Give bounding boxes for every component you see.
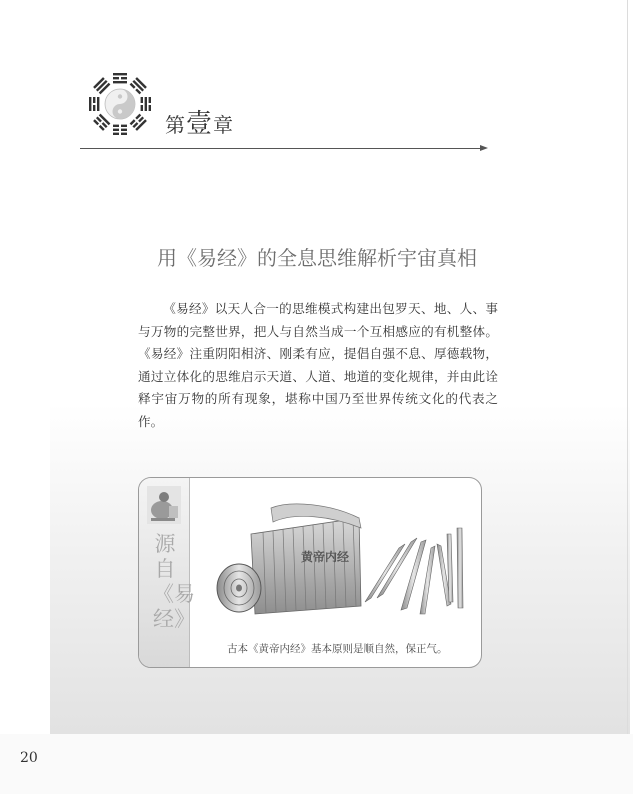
sidebar-box — [138, 477, 482, 668]
illustration-caption: 古本《黄帝内经》基本原则是顺自然，保正气。 — [227, 643, 448, 655]
rule-arrow-icon — [480, 145, 488, 151]
bamboo-slips-illustration — [211, 498, 473, 620]
chapter-rule — [80, 148, 480, 149]
page-edge-line — [627, 0, 628, 734]
scholar-thumbnail-icon — [147, 486, 181, 524]
sidebar-box-side — [139, 478, 195, 667]
chapter-title — [165, 103, 234, 140]
chapter-suffix: 章 — [213, 113, 235, 137]
slip-title-text: 黄帝内经 — [301, 550, 350, 564]
chapter-prefix: 第 — [165, 113, 186, 137]
chapter-number: 壹 — [186, 109, 214, 139]
section-title: 用《易经》的全息思维解析宇宙真相 — [157, 246, 477, 270]
page-number: 20 — [20, 750, 38, 766]
body-paragraph: 《易经》以天人合一的思维模式构建出包罗天、地、人、事与万物的完整世界，把人与自然当成一个互相感应的有机整体。《易经》注重阴阳相济、刚柔有应，提倡自强不息、厚德载物，通过立体化的思维启示天道、人道、地道的变化规律，并由此诠释宇宙万物的所有现象，堪称中国乃至世界传统文化的代表之作。 — [138, 301, 498, 429]
sidebar-box-label: 源自《易经》 — [153, 532, 195, 631]
bagua-yinyang-icon — [84, 68, 156, 140]
page-bottom-margin — [0, 734, 633, 794]
